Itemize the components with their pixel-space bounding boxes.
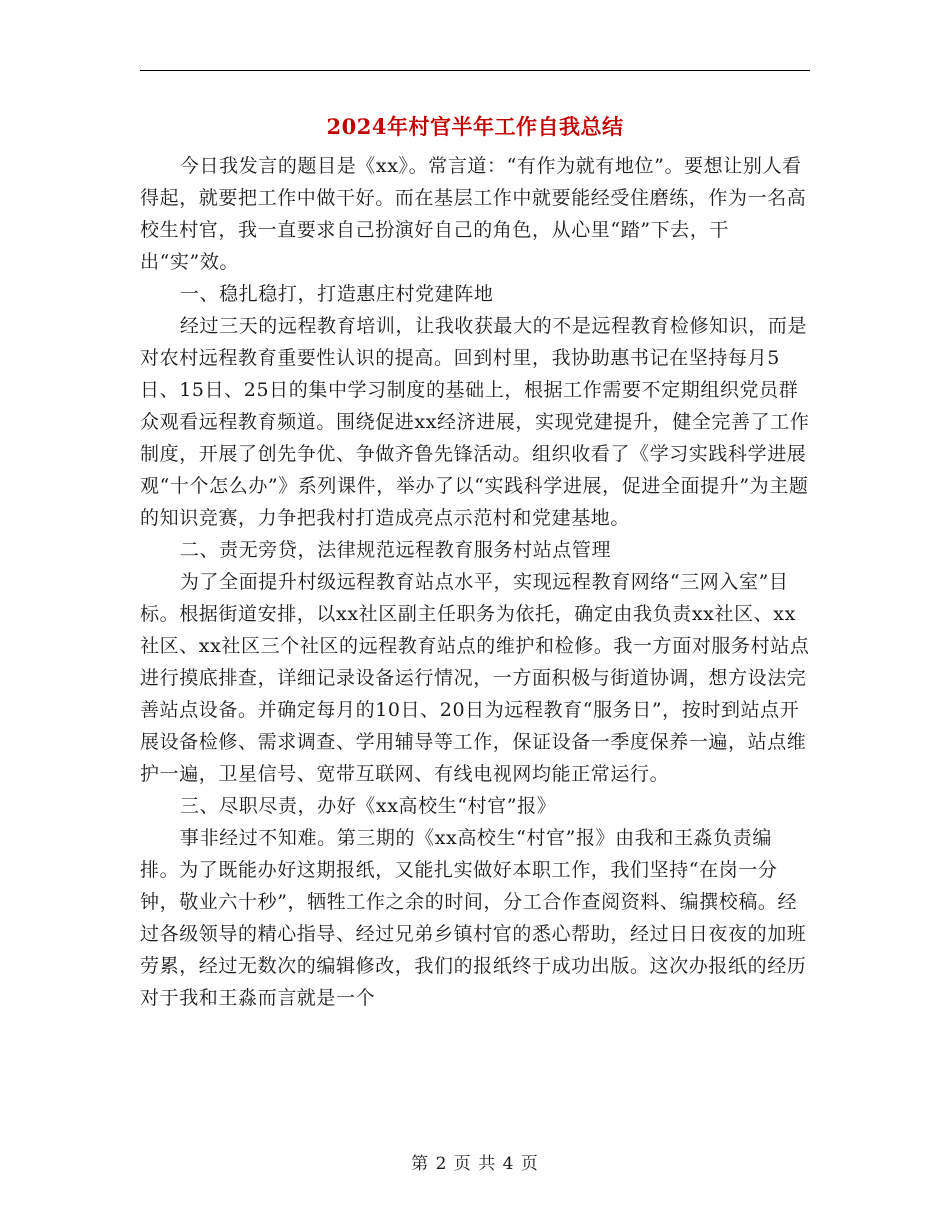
document-body [140, 150, 810, 1014]
document-title: 2024年村官半年工作自我总结 [326, 114, 624, 139]
paragraph-section-2: 为了全面提升村级远程教育站点水平，实现远程教育网络“三网入室”目标。根据街道安排，以xx社区副主任职务为依托，确定由我负责xx社区、xx社区、xx社区三个社区的远程教育站点的维护和检修。我一方面对服务村站点进行摸底排查，详细记录设备运行情况，一方面积极与街道协调，想方设法完善站点设备。并确定每月的10日、20日为远程教育“服务日”，按时到站点开展设备检修、需求调查、学用辅导等工作，保证设备一季度保养一遍，站点维护一遍，卫星信号、宽带互联网、有线电视网均能正常运行。 [140, 571, 810, 785]
header-rule [140, 70, 810, 71]
section-heading-2: 二、责无旁贷，法律规范远程教育服务村站点管理 [179, 539, 612, 561]
section-heading-1: 一、稳扎稳打，打造惠庄村党建阵地 [179, 283, 494, 305]
paragraph-intro: 今日我发言的题目是《xx》。常言道：“有作为就有地位”。要想让别人看得起，就要把工作中做干好。而在基层工作中就要能经受住磨练，作为一名高校生村官，我一直要求自己扮演好自己的角色，从心里“踏”下去，干出“实”效。 [140, 155, 807, 273]
section-heading-3: 三、尽职尽责，办好《xx高校生“村官”报》 [179, 795, 557, 817]
paragraph-section-1: 经过三天的远程教育培训，让我收获最大的不是远程教育检修知识，而是对农村远程教育重要性认识的提高。回到村里，我协助惠书记在坚持每月5日、15日、25日的集中学习制度的基础上，根据工作需要不定期组织党员群众观看远程教育频道。围绕促进xx经济进展，实现党建提升，健全完善了工作制度，开展了创先争优、争做齐鲁先锋活动。组织收看了《学习实践科学进展观“十个怎么办”》系列课件，举办了以“实践科学进展，促进全面提升”为主题的知识竞赛，力争把我村打造成亮点示范村和党建基地。 [140, 315, 810, 529]
page-number-footer: 第 2 页 共 4 页 [411, 1154, 539, 1174]
paragraph-section-3: 事非经过不知难。第三期的《xx高校生“村官”报》由我和王淼负责编排。为了既能办好这期报纸，又能扎实做好本职工作，我们坚持“在岗一分钟，敬业六十秒”，牺牲工作之余的时间，分工合作查阅资料、编撰校稿。经过各级领导的精心指导、经过兄弟乡镇村官的悉心帮助，经过日日夜夜的加班劳累，经过无数次的编辑修改，我们的报纸终于成功出版。这次办报纸的经历对于我和王淼而言就是一个 [140, 827, 807, 1009]
